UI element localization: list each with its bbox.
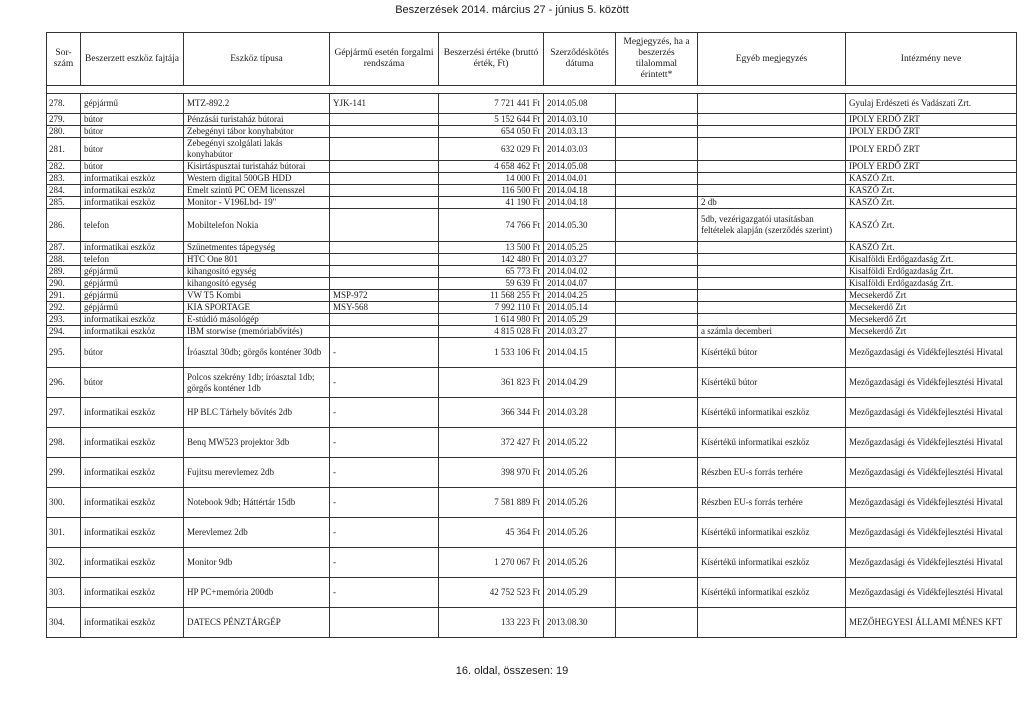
cell-intezmeny: KASZÓ Zrt. (846, 197, 1017, 209)
cell-ertek: 11 568 255 Ft (439, 290, 544, 302)
cell-rendszam (330, 197, 439, 209)
cell-ertek: 632 029 Ft (439, 138, 544, 161)
table-row (47, 290, 1017, 302)
cell-rendszam (330, 209, 439, 242)
cell-tilalom (616, 458, 698, 488)
cell-ertek: 4 658 462 Ft (439, 161, 544, 173)
cell-intezmeny: Mezőgazdasági és Vidékfejlesztési Hivatal (846, 548, 1017, 578)
cell-datum: 2014.04.07 (544, 278, 616, 290)
cell-datum: 2014.05.14 (544, 302, 616, 314)
cell-fajta: informatikai eszköz (81, 428, 184, 458)
cell-tipus: Pénzásái turistaház bútorai (184, 114, 330, 126)
cell-datum: 2013.08.30 (544, 608, 616, 638)
cell-egyeb (698, 314, 846, 326)
table-row (47, 94, 1017, 114)
cell-datum: 2014.05.22 (544, 428, 616, 458)
cell-intezmeny: Mezőgazdasági és Vidékfejlesztési Hivatal (846, 458, 1017, 488)
table-row (47, 185, 1017, 197)
cell-tipus: Western digital 500GB HDD (184, 173, 330, 185)
cell-rendszam: MSP-972 (330, 290, 439, 302)
cell-rendszam: - (330, 578, 439, 608)
cell-ertek: 366 344 Ft (439, 398, 544, 428)
cell-fajta: bútor (81, 368, 184, 398)
cell-fajta: informatikai eszköz (81, 548, 184, 578)
cell-ertek: 59 639 Ft (439, 278, 544, 290)
cell-ertek: 7 992 110 Ft (439, 302, 544, 314)
table-row (47, 173, 1017, 185)
cell-datum: 2014.05.29 (544, 314, 616, 326)
cell-tipus: E-stúdió másológép (184, 314, 330, 326)
cell-ertek: 654 050 Ft (439, 126, 544, 138)
table-row (47, 518, 1017, 548)
cell-datum: 2014.04.18 (544, 185, 616, 197)
cell-fajta: gépjármű (81, 302, 184, 314)
cell-intezmeny: KASZÓ Zrt. (846, 209, 1017, 242)
cell-idx: 296. (47, 368, 81, 398)
cell-tilalom (616, 197, 698, 209)
cell-idx: 289. (47, 266, 81, 278)
cell-tipus: HP PC+memória 200db (184, 578, 330, 608)
cell-idx: 287. (47, 242, 81, 254)
cell-tilalom (616, 548, 698, 578)
cell-fajta: informatikai eszköz (81, 608, 184, 638)
cell-ertek: 1 533 106 Ft (439, 338, 544, 368)
cell-fajta: telefon (81, 254, 184, 266)
cell-rendszam (330, 314, 439, 326)
cell-idx: 294. (47, 326, 81, 338)
cell-egyeb: Kísértékű informatikai eszköz (698, 398, 846, 428)
cell-datum: 2014.04.18 (544, 197, 616, 209)
cell-rendszam: - (330, 398, 439, 428)
table-row (47, 326, 1017, 338)
cell-egyeb: Kísértékű informatikai eszköz (698, 518, 846, 548)
cell-tilalom (616, 326, 698, 338)
cell-fajta: bútor (81, 338, 184, 368)
header-egyeb: Egyéb megjegyzés (698, 33, 846, 86)
cell-intezmeny: KASZÓ Zrt. (846, 173, 1017, 185)
page-title: Beszerzések 2014. március 27 - június 5. között (395, 4, 629, 16)
cell-egyeb: 5db, vezérigazgatói utasításban feltételek alapján (szerződés szerint) (698, 209, 846, 242)
cell-egyeb (698, 608, 846, 638)
cell-datum: 2014.03.13 (544, 126, 616, 138)
cell-tipus: Polcos szekrény 1db; íróasztal 1db; görgős konténer 1db (184, 368, 330, 398)
table-row (47, 428, 1017, 458)
cell-egyeb: Részben EU-s forrás terhére (698, 488, 846, 518)
cell-intezmeny: Mecsekerdő Zrt (846, 290, 1017, 302)
cell-idx: 295. (47, 338, 81, 368)
table-row (47, 209, 1017, 242)
table-row (47, 114, 1017, 126)
cell-rendszam (330, 185, 439, 197)
cell-ertek: 42 752 523 Ft (439, 578, 544, 608)
cell-egyeb: Kísértékű bútor (698, 338, 846, 368)
cell-idx: 304. (47, 608, 81, 638)
cell-intezmeny: Mezőgazdasági és Vidékfejlesztési Hivatal (846, 428, 1017, 458)
cell-datum: 2014.04.15 (544, 338, 616, 368)
cell-tipus: Íróasztal 30db; görgős konténer 30db (184, 338, 330, 368)
cell-ertek: 45 364 Ft (439, 518, 544, 548)
table-row (47, 278, 1017, 290)
cell-fajta: bútor (81, 138, 184, 161)
cell-intezmeny: KASZÓ Zrt. (846, 242, 1017, 254)
cell-egyeb (698, 138, 846, 161)
cell-fajta: bútor (81, 126, 184, 138)
cell-tipus: VW T5 Kombi (184, 290, 330, 302)
cell-idx: 303. (47, 578, 81, 608)
cell-rendszam: YJK-141 (330, 94, 439, 114)
cell-rendszam (330, 278, 439, 290)
table-row (47, 578, 1017, 608)
cell-intezmeny: Mezőgazdasági és Vidékfejlesztési Hivatal (846, 338, 1017, 368)
table-row (47, 266, 1017, 278)
cell-tilalom (616, 126, 698, 138)
table-row (47, 126, 1017, 138)
cell-tilalom (616, 338, 698, 368)
table-row (47, 548, 1017, 578)
cell-ertek: 1 270 067 Ft (439, 548, 544, 578)
table-spacer (47, 86, 1017, 94)
cell-rendszam: - (330, 368, 439, 398)
cell-idx: 286. (47, 209, 81, 242)
cell-intezmeny: Mezőgazdasági és Vidékfejlesztési Hivatal (846, 398, 1017, 428)
table-row (47, 458, 1017, 488)
cell-fajta: informatikai eszköz (81, 488, 184, 518)
cell-tilalom (616, 94, 698, 114)
cell-egyeb (698, 266, 846, 278)
cell-idx: 282. (47, 161, 81, 173)
cell-fajta: informatikai eszköz (81, 314, 184, 326)
cell-tilalom (616, 398, 698, 428)
header-rendszam: Gépjármű esetén forgalmi rendszáma (330, 33, 439, 86)
table-row (47, 368, 1017, 398)
cell-egyeb (698, 173, 846, 185)
cell-egyeb (698, 185, 846, 197)
cell-ertek: 361 823 Ft (439, 368, 544, 398)
table-row (47, 197, 1017, 209)
cell-idx: 284. (47, 185, 81, 197)
cell-intezmeny: KASZÓ Zrt. (846, 185, 1017, 197)
cell-egyeb: Kísértékű informatikai eszköz (698, 548, 846, 578)
cell-datum: 2014.05.26 (544, 548, 616, 578)
cell-datum: 2014.03.27 (544, 254, 616, 266)
cell-ertek: 372 427 Ft (439, 428, 544, 458)
cell-tilalom (616, 518, 698, 548)
cell-ertek: 142 480 Ft (439, 254, 544, 266)
cell-tipus: Zebegényi tábor konyhabútor (184, 126, 330, 138)
cell-idx: 299. (47, 458, 81, 488)
cell-egyeb (698, 114, 846, 126)
cell-egyeb (698, 126, 846, 138)
cell-fajta: gépjármű (81, 94, 184, 114)
cell-datum: 2014.05.29 (544, 578, 616, 608)
cell-intezmeny: IPOLY ERDŐ ZRT (846, 138, 1017, 161)
cell-tipus: KIA SPORTAGE (184, 302, 330, 314)
cell-ertek: 13 500 Ft (439, 242, 544, 254)
cell-intezmeny: Kisalföldi Erdőgazdaság Zrt. (846, 266, 1017, 278)
cell-intezmeny: Mecsekerdő Zrt (846, 326, 1017, 338)
cell-datum: 2014.03.27 (544, 326, 616, 338)
cell-rendszam (330, 114, 439, 126)
cell-idx: 279. (47, 114, 81, 126)
cell-egyeb (698, 242, 846, 254)
table-row (47, 398, 1017, 428)
cell-tilalom (616, 278, 698, 290)
cell-egyeb (698, 94, 846, 114)
cell-intezmeny: MEZŐHEGYESI ÁLLAMI MÉNES KFT (846, 608, 1017, 638)
procurement-table (46, 32, 1017, 638)
cell-egyeb: Részben EU-s forrás terhére (698, 458, 846, 488)
cell-tilalom (616, 161, 698, 173)
cell-ertek: 41 190 Ft (439, 197, 544, 209)
cell-tilalom (616, 368, 698, 398)
cell-tipus: Benq MW523 projektor 3db (184, 428, 330, 458)
table-row (47, 242, 1017, 254)
cell-datum: 2014.03.03 (544, 138, 616, 161)
cell-fajta: informatikai eszköz (81, 326, 184, 338)
cell-rendszam (330, 161, 439, 173)
cell-idx: 292. (47, 302, 81, 314)
cell-tilalom (616, 185, 698, 197)
cell-intezmeny: IPOLY ERDŐ ZRT (846, 126, 1017, 138)
table-row (47, 138, 1017, 161)
cell-tipus: Szünetmentes tápegység (184, 242, 330, 254)
cell-rendszam (330, 326, 439, 338)
cell-tipus: Kisirtáspusztai turistaház bútorai (184, 161, 330, 173)
cell-idx: 285. (47, 197, 81, 209)
cell-tipus: IBM storwise (memóriabővítés) (184, 326, 330, 338)
cell-tipus: Zebegényi szolgálati lakás konyhabútor (184, 138, 330, 161)
cell-idx: 290. (47, 278, 81, 290)
cell-tilalom (616, 114, 698, 126)
cell-tipus: Mobiltelefon Nokia (184, 209, 330, 242)
cell-datum: 2014.05.26 (544, 488, 616, 518)
cell-rendszam: - (330, 518, 439, 548)
cell-ertek: 133 223 Ft (439, 608, 544, 638)
cell-rendszam: - (330, 488, 439, 518)
cell-datum: 2014.05.08 (544, 94, 616, 114)
header-intezmeny: Intézmény neve (846, 33, 1017, 86)
cell-tipus: HTC One 801 (184, 254, 330, 266)
table-row (47, 338, 1017, 368)
cell-idx: 291. (47, 290, 81, 302)
table-row (47, 254, 1017, 266)
cell-fajta: informatikai eszköz (81, 173, 184, 185)
table-row (47, 488, 1017, 518)
cell-tilalom (616, 290, 698, 302)
cell-egyeb: Kísértékű bútor (698, 368, 846, 398)
cell-tipus: DATECS PÉNZTÁRGÉP (184, 608, 330, 638)
cell-idx: 301. (47, 518, 81, 548)
cell-fajta: informatikai eszköz (81, 242, 184, 254)
cell-tilalom (616, 209, 698, 242)
cell-idx: 288. (47, 254, 81, 266)
cell-tipus: MTZ-892.2 (184, 94, 330, 114)
table-row (47, 161, 1017, 173)
cell-intezmeny: Mecsekerdő Zrt (846, 314, 1017, 326)
cell-rendszam (330, 126, 439, 138)
header-tipus: Eszköz típusa (184, 33, 330, 86)
cell-datum: 2014.05.26 (544, 458, 616, 488)
cell-intezmeny: Kisalföldi Erdőgazdaság Zrt. (846, 254, 1017, 266)
cell-fajta: bútor (81, 114, 184, 126)
cell-egyeb (698, 302, 846, 314)
cell-idx: 298. (47, 428, 81, 458)
cell-datum: 2014.04.29 (544, 368, 616, 398)
cell-rendszam (330, 138, 439, 161)
cell-fajta: gépjármű (81, 290, 184, 302)
cell-ertek: 7 721 441 Ft (439, 94, 544, 114)
cell-idx: 280. (47, 126, 81, 138)
cell-tilalom (616, 428, 698, 458)
cell-tilalom (616, 266, 698, 278)
cell-tipus: kihangosító egység (184, 278, 330, 290)
cell-tilalom (616, 302, 698, 314)
cell-egyeb (698, 290, 846, 302)
table-row (47, 608, 1017, 638)
cell-fajta: bútor (81, 161, 184, 173)
cell-datum: 2014.03.10 (544, 114, 616, 126)
cell-rendszam (330, 254, 439, 266)
header-sorszam: Sor- szám (47, 33, 81, 86)
cell-rendszam (330, 173, 439, 185)
cell-intezmeny: Mezőgazdasági és Vidékfejlesztési Hivatal (846, 488, 1017, 518)
cell-intezmeny: Mecsekerdő Zrt (846, 302, 1017, 314)
cell-ertek: 5 152 644 Ft (439, 114, 544, 126)
cell-tipus: HP BLC Tárhely bővítés 2db (184, 398, 330, 428)
cell-intezmeny: IPOLY ERDŐ ZRT (846, 161, 1017, 173)
cell-tilalom (616, 254, 698, 266)
cell-rendszam: - (330, 458, 439, 488)
cell-fajta: informatikai eszköz (81, 398, 184, 428)
cell-fajta: informatikai eszköz (81, 458, 184, 488)
cell-datum: 2014.04.01 (544, 173, 616, 185)
cell-datum: 2014.05.30 (544, 209, 616, 242)
page-footer: 16. oldal, összesen: 19 (455, 665, 569, 677)
cell-intezmeny: Mezőgazdasági és Vidékfejlesztési Hivatal (846, 578, 1017, 608)
cell-idx: 297. (47, 398, 81, 428)
cell-tipus: kihangosító egység (184, 266, 330, 278)
cell-tilalom (616, 242, 698, 254)
cell-fajta: informatikai eszköz (81, 197, 184, 209)
cell-rendszam: - (330, 548, 439, 578)
cell-egyeb (698, 278, 846, 290)
cell-datum: 2014.05.26 (544, 518, 616, 548)
cell-ertek: 4 815 028 Ft (439, 326, 544, 338)
cell-tilalom (616, 314, 698, 326)
table-row (47, 302, 1017, 314)
cell-idx: 293. (47, 314, 81, 326)
cell-rendszam: MSY-568 (330, 302, 439, 314)
cell-egyeb: a számla decemberi (698, 326, 846, 338)
cell-datum: 2014.05.25 (544, 242, 616, 254)
cell-idx: 300. (47, 488, 81, 518)
header-fajta: Beszerzett eszköz fajtája (81, 33, 184, 86)
cell-ertek: 14 000 Ft (439, 173, 544, 185)
cell-intezmeny: Gyulaj Erdészeti és Vadászati Zrt. (846, 94, 1017, 114)
cell-ertek: 74 766 Ft (439, 209, 544, 242)
cell-ertek: 1 614 980 Ft (439, 314, 544, 326)
cell-tipus: Monitor - V196Lbd- 19" (184, 197, 330, 209)
cell-idx: 302. (47, 548, 81, 578)
cell-intezmeny: Mezőgazdasági és Vidékfejlesztési Hivatal (846, 518, 1017, 548)
cell-idx: 281. (47, 138, 81, 161)
cell-rendszam (330, 242, 439, 254)
header-datum: Szerződéskötés dátuma (544, 33, 616, 86)
table-header-row (47, 33, 1017, 86)
cell-intezmeny: IPOLY ERDŐ ZRT (846, 114, 1017, 126)
cell-ertek: 116 500 Ft (439, 185, 544, 197)
cell-rendszam: - (330, 428, 439, 458)
cell-tilalom (616, 578, 698, 608)
cell-rendszam: - (330, 338, 439, 368)
cell-tipus: Monitor 9db (184, 548, 330, 578)
cell-tilalom (616, 488, 698, 518)
cell-ertek: 398 970 Ft (439, 458, 544, 488)
cell-idx: 278. (47, 94, 81, 114)
cell-tilalom (616, 173, 698, 185)
cell-intezmeny: Kisalföldi Erdőgazdaság Zrt. (846, 278, 1017, 290)
header-ertek: Beszerzési értéke (bruttó érték, Ft) (439, 33, 544, 86)
cell-fajta: telefon (81, 209, 184, 242)
cell-ertek: 65 773 Ft (439, 266, 544, 278)
cell-egyeb (698, 254, 846, 266)
cell-fajta: informatikai eszköz (81, 578, 184, 608)
cell-egyeb (698, 161, 846, 173)
cell-datum: 2014.05.08 (544, 161, 616, 173)
cell-tipus: Emelt szintű PC OEM licensszel (184, 185, 330, 197)
cell-egyeb: 2 db (698, 197, 846, 209)
cell-tipus: Fujitsu merevlemez 2db (184, 458, 330, 488)
cell-tipus: Merevlemez 2db (184, 518, 330, 548)
cell-fajta: gépjármű (81, 278, 184, 290)
cell-datum: 2014.04.02 (544, 266, 616, 278)
cell-rendszam (330, 608, 439, 638)
cell-intezmeny: Mezőgazdasági és Vidékfejlesztési Hivatal (846, 368, 1017, 398)
table-body (47, 86, 1017, 638)
cell-tilalom (616, 608, 698, 638)
cell-egyeb: Kísértékű informatikai eszköz (698, 578, 846, 608)
header-tilalom: Megjegyzés, ha a beszerzés tilalommal érintett* (616, 33, 698, 86)
cell-fajta: gépjármű (81, 266, 184, 278)
cell-ertek: 7 581 889 Ft (439, 488, 544, 518)
cell-idx: 283. (47, 173, 81, 185)
table-row (47, 314, 1017, 326)
cell-datum: 2014.03.28 (544, 398, 616, 428)
cell-tilalom (616, 138, 698, 161)
cell-fajta: informatikai eszköz (81, 185, 184, 197)
cell-fajta: informatikai eszköz (81, 518, 184, 548)
cell-egyeb: Kísértékű informatikai eszköz (698, 428, 846, 458)
cell-datum: 2014.04.25 (544, 290, 616, 302)
cell-rendszam (330, 266, 439, 278)
cell-tipus: Notebook 9db; Háttértár 15db (184, 488, 330, 518)
